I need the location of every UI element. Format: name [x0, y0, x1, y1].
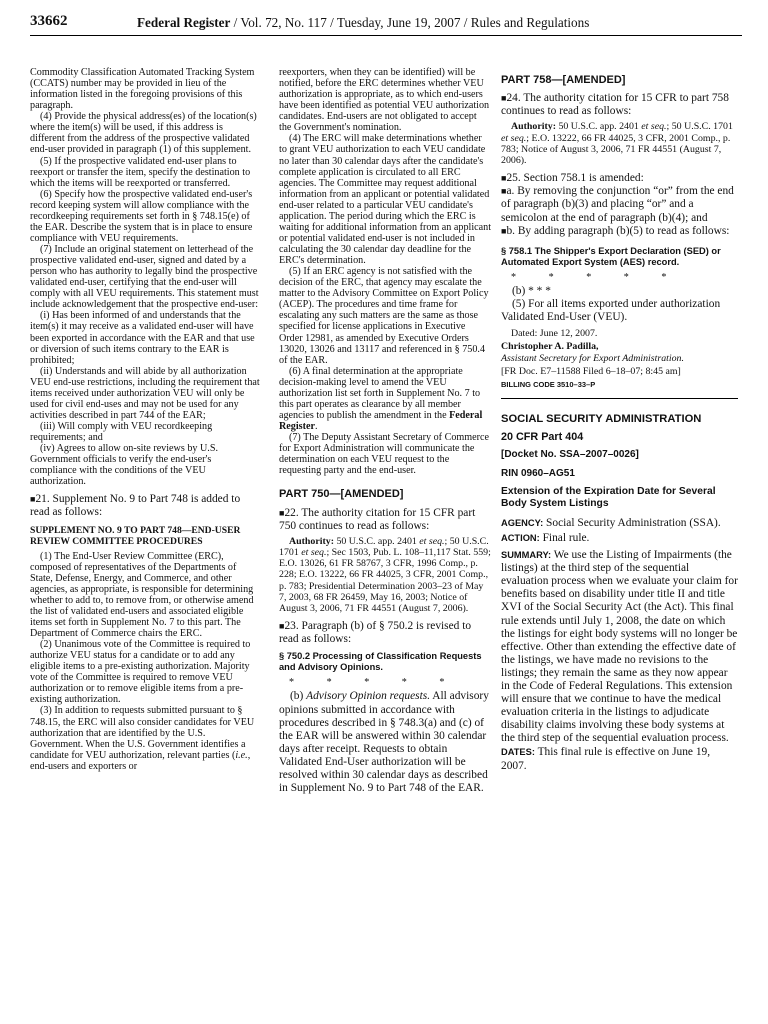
paragraph: (4) The ERC will make determinations whether to grant VEU authorization to each VEU candidate no later than 30 calendar days after the candidate's complete application is circulated to all ERC agencies. The Committee may request additional information from an applicant or potential validated end-user related to a particular VEU candidate's application. The period during which the ERC is waiting for additional information from an applicant or potential validated end-user is not included in calculating the 30 calendar day deadline for the ERC's determination.	[279, 133, 492, 267]
amendatory-instruction: ■ 21. Supplement No. 9 to Part 748 is added to read as follows:	[30, 493, 260, 519]
signer-name: Christopher A. Padilla,	[501, 341, 599, 353]
page-header	[30, 13, 742, 36]
paragraph: (1) The End-User Review Committee (ERC), composed of representatives of the Departments of State, Defense, Energy, and Commerce, and other agencies, as appropriate, is responsible for determining whether to add to, to remove from, or otherwise amend the list of validated end-users and associated eligible items set forth in Supplement No. 7 to this part. The Department of Commerce chairs the ERC.	[30, 550, 254, 639]
page-number: 33662	[30, 13, 68, 29]
amendatory-instruction: ■ 24. The authority citation for 15 CFR to part 758 continues to read as follows:	[501, 92, 738, 118]
paragraph: (i) Has been informed of and understands that the item(s) it may receive as a validated end-user will have been exported in accordance with the EAR and that use or diversion of such items contrary to the EAR is prohibited;	[30, 310, 255, 366]
paragraph: (b) * * *	[512, 284, 551, 297]
section-heading: § 758.1 The Shipper's Export Declaration (SED) or Automated Export System (AES) record.	[501, 245, 721, 267]
column-2	[279, 67, 491, 795]
rin-number: RIN 0960–AG51	[501, 467, 575, 479]
paragraph: (ii) Understands and will abide by all authorization VEU end-use restrictions, including the requirement that items received under authorization VEU will only be used for civil end-uses and may not be used for any activities described in part 744 of the EAR;	[30, 365, 260, 421]
agency-line: AGENCY: Social Security Administration (SSA).	[501, 516, 721, 529]
paragraph: (6) A final determination at the appropriate decision-making level to amend the VEU authorization list set forth in Supplement No. 7 to this part operates as clearance by all member agencies to publish the amendment in the Federal Register.	[279, 365, 483, 432]
part-heading: PART 750—[AMENDED]	[279, 488, 404, 501]
summary-paragraph: SUMMARY: We use the Listing of Impairments (the listings) at the third step of the sequential evaluation process when we evaluate your claim for benefits based on disability under title II and title XVI of the Social Security Act (the Act). This final rule extends until July 1, 2008, the date on which the listings for eight body systems will no longer be effective. Other than extending the effective date of the listings, we have made no revisions to the listings; they remain the same as they now appear in the Code of Federal Regulations. This extension will ensure that we continue to have the medical evaluation criteria in the listings to adjudicate disability claims involving these body systems at the third step of the sequential evaluation process.	[501, 549, 738, 745]
ellipsis-stars: * * * * *	[289, 677, 460, 689]
paragraph: reexporters, when they can be identified) will be notified, before the ERC determines whether VEU authorization is appropriate, as to which end-users have been identified as potential VEU authorization candidates. End-users are not obligated to accept the Government's nomination.	[279, 67, 490, 134]
section-heading: § 750.2 Processing of Classification Requests and Advisory Opinions.	[279, 651, 482, 673]
signer-title: Assistant Secretary for Export Administration.	[501, 352, 684, 364]
paragraph: Commodity Classification Automated Tracking System (CCATS) number may be provided in lieu of the information listed in the foregoing provisions of this paragraph.	[30, 67, 255, 112]
paragraph: (5) If the prospective validated end-user plans to reexport or transfer the item, specify the destination to which the items will be reexported or transferred.	[30, 155, 251, 189]
part-heading: PART 758—[AMENDED]	[501, 74, 626, 86]
paragraph: (3) In addition to requests submitted pursuant to § 748.15, the ERC will also consider candidates for VEU authorization that are identified by the U.S. Government. When the U.S. Government identifies a candidate for VEU authorization, relevant parties (i.e., end-users and exporters or	[30, 705, 255, 772]
paragraph: (7) The Deputy Assistant Secretary of Commerce for Export Administration will communicate the determination on each VEU request to the requesting party and the end-user.	[279, 432, 490, 477]
rule-title: Extension of the Expiration Date for Several Body System Listings	[501, 485, 716, 510]
cfr-part: 20 CFR Part 404	[501, 430, 584, 443]
amendatory-instruction: ■ 25. Section 758.1 is amended:	[501, 172, 738, 185]
docket-number: [Docket No. SSA–2007–0026]	[501, 449, 639, 461]
column-1	[30, 67, 260, 772]
action-line: ACTION: Final rule.	[501, 531, 590, 544]
issue-info: / Vol. 72, No. 117 / Tuesday, June 19, 2007 / Rules and Regulations	[230, 15, 590, 30]
fr-doc-line: [FR Doc. E7–11588 Filed 6–18–07; 8:45 am]	[501, 365, 681, 377]
amendatory-instruction: ■ 22. The authority citation for 15 CFR part 750 continues to read as follows:	[279, 507, 491, 533]
dated-line: Dated: June 12, 2007.	[511, 328, 598, 340]
column-3	[501, 74, 738, 773]
ellipsis-stars: * * * * *	[511, 271, 682, 283]
running-head	[137, 15, 589, 31]
billing-code: BILLING CODE 3510–33–P	[501, 379, 738, 399]
paragraph: (7) Include an original statement on letterhead of the prospective validated end-user, signed and dated by a person who has authority to legally bind the prospective validated end-user, certifying that the end-user will comply with all VEU requirements. This statement must include acknowledgement that the prospective end-user:	[30, 244, 259, 311]
agency-heading: SOCIAL SECURITY ADMINISTRATION	[501, 412, 702, 425]
paragraph: (iv) Agrees to allow on-site reviews by U.S. Government officials to verify the end-user's compliance with the conditions of the VEU authorization.	[30, 443, 218, 488]
paragraph: (4) Provide the physical address(es) of the location(s) where the item(s) will be used, if this address is different from the address of the prospective validated end-user provided in paragraph (1) of this supplement.	[30, 111, 257, 156]
paragraph: (2) Unanimous vote of the Committee is required to authorize VEU status for a candidate or to add any eligible items to a pre-existing authorization. Majority vote of the Committee is required to remove VEU authorization or to remove eligible items from a pre-existing authorization.	[30, 639, 251, 706]
amendatory-instruction: ■ b. By adding paragraph (b)(5) to read as follows:	[501, 225, 738, 238]
paragraph: (5) For all items exported under authorization Validated End-User (VEU).	[501, 297, 721, 324]
paragraph: (iii) Will comply with VEU recordkeeping requirements; and	[30, 421, 213, 444]
amendatory-instruction: ■ a. By removing the conjunction “or” from the end of paragraph (b)(3) and placing “or” and a semicolon at the end of paragraph (b)(4); and	[501, 185, 738, 224]
publication-name: Federal Register	[137, 15, 231, 30]
paragraph: (6) Specify how the prospective validated end-user's record keeping system will allow compliance with the recordkeeping requirements set forth in § 748.15(e) of the EAR. Describe the system that is in place to ensure compliance with VEU requirements.	[30, 188, 253, 244]
paragraph: (b) Advisory Opinion requests. All advisory opinions submitted in accordance with procedures described in § 748.3(a) and (c) of the EAR will be answered within 30 calendar days after receipt. Requests to obtain Validated End-User authorization will be resolved within 30 calendar days as described in Supplement No. 9 to Part 748 of the EAR.	[279, 690, 489, 795]
amendatory-instruction: ■ 23. Paragraph (b) of § 750.2 is revised to read as follows:	[279, 620, 491, 646]
authority-citation: Authority: 50 U.S.C. app. 2401 et seq.; 50 U.S.C. 1701 et seq.; Sec 1503, Pub. L. 108–11,117 Stat. 559; E.O. 13026, 61 FR 58767, 3 CFR, 1996 Comp., p. 228; E.O. 13222, 66 FR 44025, 3 CFR, 2001 Comp., p. 783; Presidential Determination 2003–23 of May 7, 2003, 68 FR 26459, May 16, 2003; Notice of August 3, 2006, 71 FR 44551 (August 7, 2006).	[279, 535, 491, 615]
supplement-heading: SUPPLEMENT NO. 9 TO PART 748—END-USER REVIEW COMMITTEE PROCEDURES	[30, 524, 241, 547]
dates-paragraph: DATES: This final rule is effective on June 19, 2007.	[501, 746, 711, 772]
authority-citation: Authority: 50 U.S.C. app. 2401 et seq.; 50 U.S.C. 1701 et seq.; E.O. 13222, 66 FR 44025, 3 CFR, 2001 Comp., p. 783; Notice of August 3, 2006, 71 FR 44551 (August 7, 2006).	[501, 121, 733, 167]
paragraph: (5) If an ERC agency is not satisfied with the decision of the ERC, that agency may escalate the matter to the Advisory Committee on Export Policy (ACEP). The procedures and time frame for escalating any such matters are the same as those specified for license applications in Executive Order 12981, as amended by Executive Orders 13020, 13026 and 13117 and referenced in § 750.4 of the EAR.	[279, 266, 489, 366]
